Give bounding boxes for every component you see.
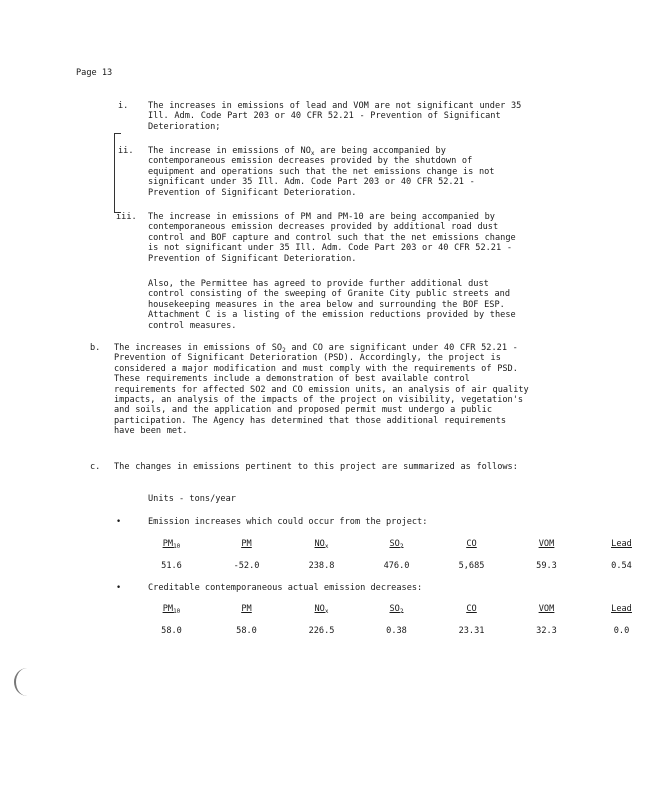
value-cell: 226.5: [308, 626, 335, 636]
bullet: •: [116, 583, 122, 593]
header-cell: CO: [466, 539, 477, 549]
units-label: Units - tons/year: [148, 494, 236, 504]
decreases-value-row: [134, 626, 659, 636]
header-cell: Lead: [611, 539, 632, 549]
item-ii-sub: x: [310, 150, 315, 157]
increases-header-row: [134, 539, 659, 549]
header-cell: PM: [241, 604, 252, 614]
item-i-text: The increases in emissions of lead and VOM are not significant under 35 Ill. Adm. Code Part 203 or 40 CFR 52.21 - Prevention of Significant Deterioration;: [148, 101, 522, 132]
item-ii-label: ii.: [118, 146, 134, 156]
value-cell: 59.3: [536, 561, 557, 571]
header-cell: Lead: [611, 604, 632, 614]
item-b-label: b.: [90, 343, 101, 353]
item-iii-text: The increase in emissions of PM and PM-10 are being accompanied by contemporaneous emission decreases provided by additional road dust control and BOF capture and control such that the net emissions change is not significant under 35 Ill. Adm. Code Part 203 or 40 CFR 52.21 - Prevention of Significant Deterioration.: [148, 212, 516, 264]
bullet: •: [116, 517, 122, 527]
value-cell: 32.3: [536, 626, 557, 636]
header-cell: $PM_{10}$: [162, 539, 181, 550]
value-cell: 0.38: [386, 626, 407, 636]
value-cell: 476.0: [383, 561, 410, 571]
item-iii-also: Also, the Permittee has agreed to provide further additional dust control consisting of the sweeping of Granite City public streets and housekeeping measures in the area below and surrounding the BOF ESP. Attachment C is a listing of the emission reductions provided by these control measures.: [148, 279, 516, 331]
value-cell: 51.6: [161, 561, 182, 571]
revision-bracket: [114, 133, 121, 213]
increases-value-row: [134, 561, 659, 571]
header-cell: PM: [241, 539, 252, 549]
header-cell: VOM: [538, 604, 555, 614]
item-c-label: c.: [90, 462, 101, 472]
scan-artifact: [14, 668, 40, 696]
item-ii-text-b: are being accompanied by contemporaneous emission decreases provided by the shutdown of equipment and operations such that the net emissions change is not significant under 35 Ill. Adm. Code Part 203 or 40 CFR 52.21 - Prevention of Significant Deterioration.: [148, 146, 495, 198]
value-cell: 58.0: [161, 626, 182, 636]
increases-title: Emission increases which could occur from the project:: [148, 517, 428, 527]
item-c-text: The changes in emissions pertinent to this project are summarized as follows:: [114, 462, 518, 472]
value-cell: -52.0: [233, 561, 260, 571]
item-ii-text-a: The increase in emissions of NO: [148, 146, 311, 156]
item-b-text: [114, 343, 529, 437]
decreases-header-row: [134, 604, 659, 614]
page-label: Page 13: [76, 68, 113, 78]
header-cell: VOM: [538, 539, 555, 549]
value-cell: 5,685: [458, 561, 485, 571]
value-cell: 23.31: [458, 626, 485, 636]
decreases-title: Creditable contemporaneous actual emission decreases:: [148, 583, 423, 593]
item-b-sub: 2: [282, 347, 286, 354]
header-cell: $SO_2$: [389, 539, 404, 550]
item-b-text-b: and CO are significant under 40 CFR 52.21 - Prevention of Significant Deterioration (PSD). Accordingly, the project is considered a major modification and must comply with the requirements of PSD. These requirements include a demonstration of best available control requirements for affected SO2 and CO emission units, an analysis of air quality impacts, an analysis of the impacts of the project on visibility, vegetation's and soils, and the application and proposed permit must undergo a public participation. The Agency has determined that those additional requirements have been met.: [114, 343, 529, 437]
item-ii-text: [148, 146, 523, 198]
value-cell: 58.0: [236, 626, 257, 636]
header-cell: $SO_2$: [389, 604, 404, 615]
header-cell: $NO_x$: [314, 604, 329, 615]
header-cell: CO: [466, 604, 477, 614]
item-i-label: i.: [118, 101, 129, 111]
value-cell: 0.54: [611, 561, 632, 571]
value-cell: 238.8: [308, 561, 335, 571]
value-cell: 0.0: [613, 626, 630, 636]
item-iii-label: iii.: [116, 212, 137, 222]
header-cell: $NO_x$: [314, 539, 329, 550]
item-b-text-a: The increases in emissions of SO: [114, 343, 283, 353]
header-cell: $PM_{10}$: [162, 604, 181, 615]
